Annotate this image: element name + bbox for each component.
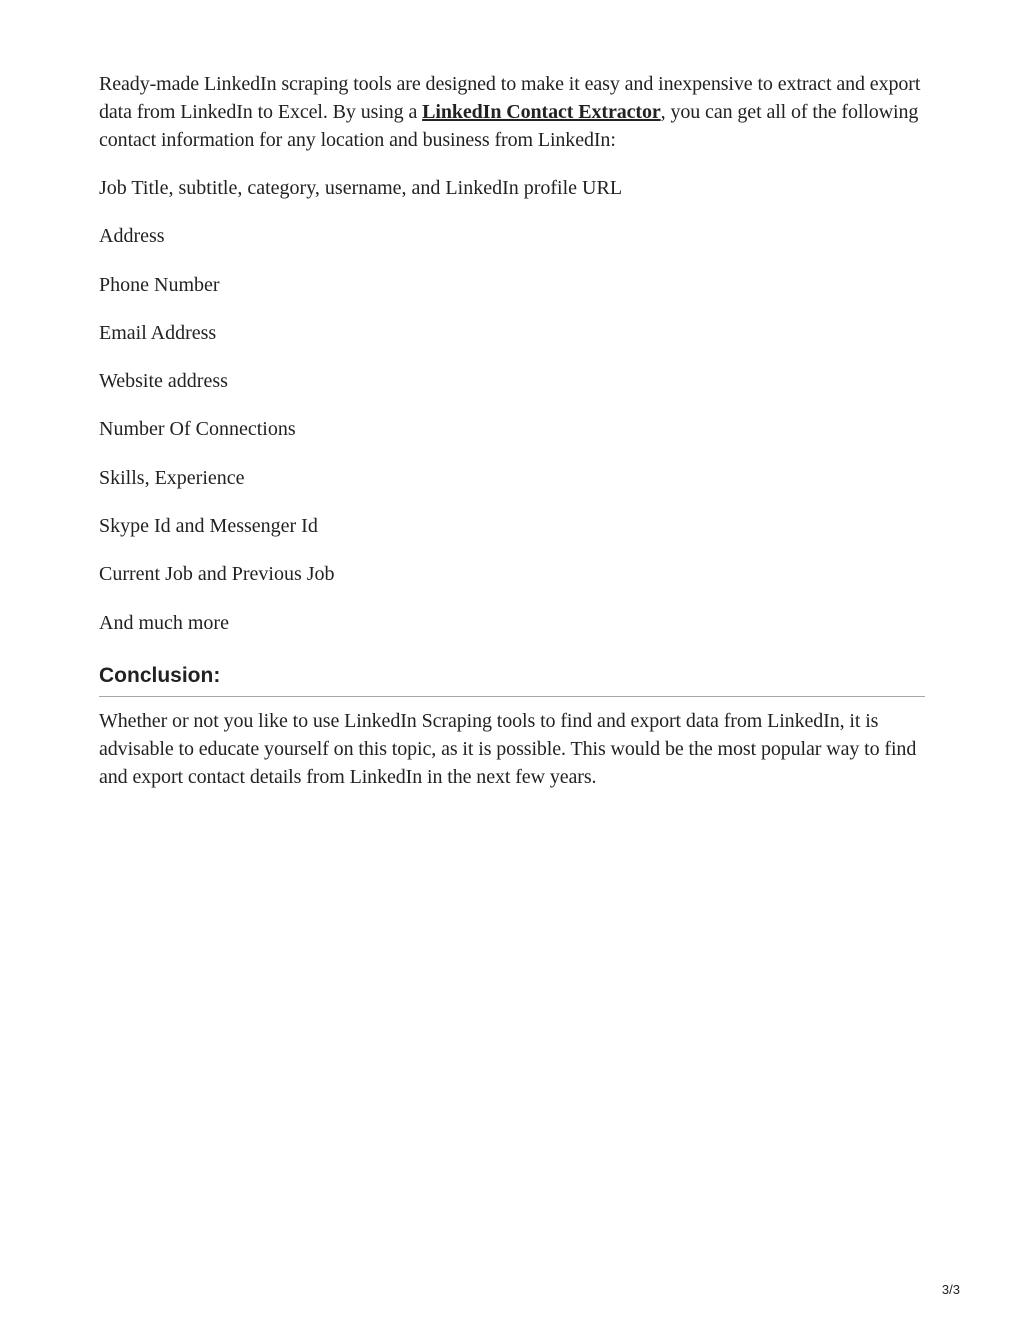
list-item: Current Job and Previous Job <box>99 563 335 586</box>
intro-paragraph <box>99 70 925 154</box>
document-page <box>99 70 925 791</box>
intro-text-after-link: , you can get all of the following contact information for any location and business from LinkedIn: <box>99 101 919 151</box>
linkedin-contact-extractor-link[interactable]: LinkedIn Contact Extractor <box>422 101 661 123</box>
list-item: Skills, Experience <box>99 466 245 489</box>
list-item: Number Of Connections <box>99 418 296 441</box>
conclusion-heading: Conclusion: <box>99 663 925 697</box>
page-number: 3/3 <box>941 1282 960 1297</box>
list-item: Job Title, subtitle, category, username, and LinkedIn profile URL <box>99 177 623 199</box>
conclusion-paragraph: Whether or not you like to use LinkedIn Scraping tools to find and export data from LinkedIn, it is advisable to educate yourself on this topic, as it is possible. This would be the most popular way to find and export contact details from LinkedIn in the next few years. <box>99 709 917 788</box>
list-item: And much more <box>99 611 229 634</box>
list-item: Skype Id and Messenger Id <box>99 515 318 538</box>
list-item: Website address <box>99 370 228 393</box>
list-item: Email Address <box>99 321 217 344</box>
feature-list <box>99 174 925 637</box>
intro-text-before-link: Ready-made LinkedIn scraping tools are designed to make it easy and inexpensive to extract and export data from LinkedIn to Excel. By using a <box>99 73 921 123</box>
list-item: Address <box>99 225 165 248</box>
list-item: Phone Number <box>99 273 220 296</box>
